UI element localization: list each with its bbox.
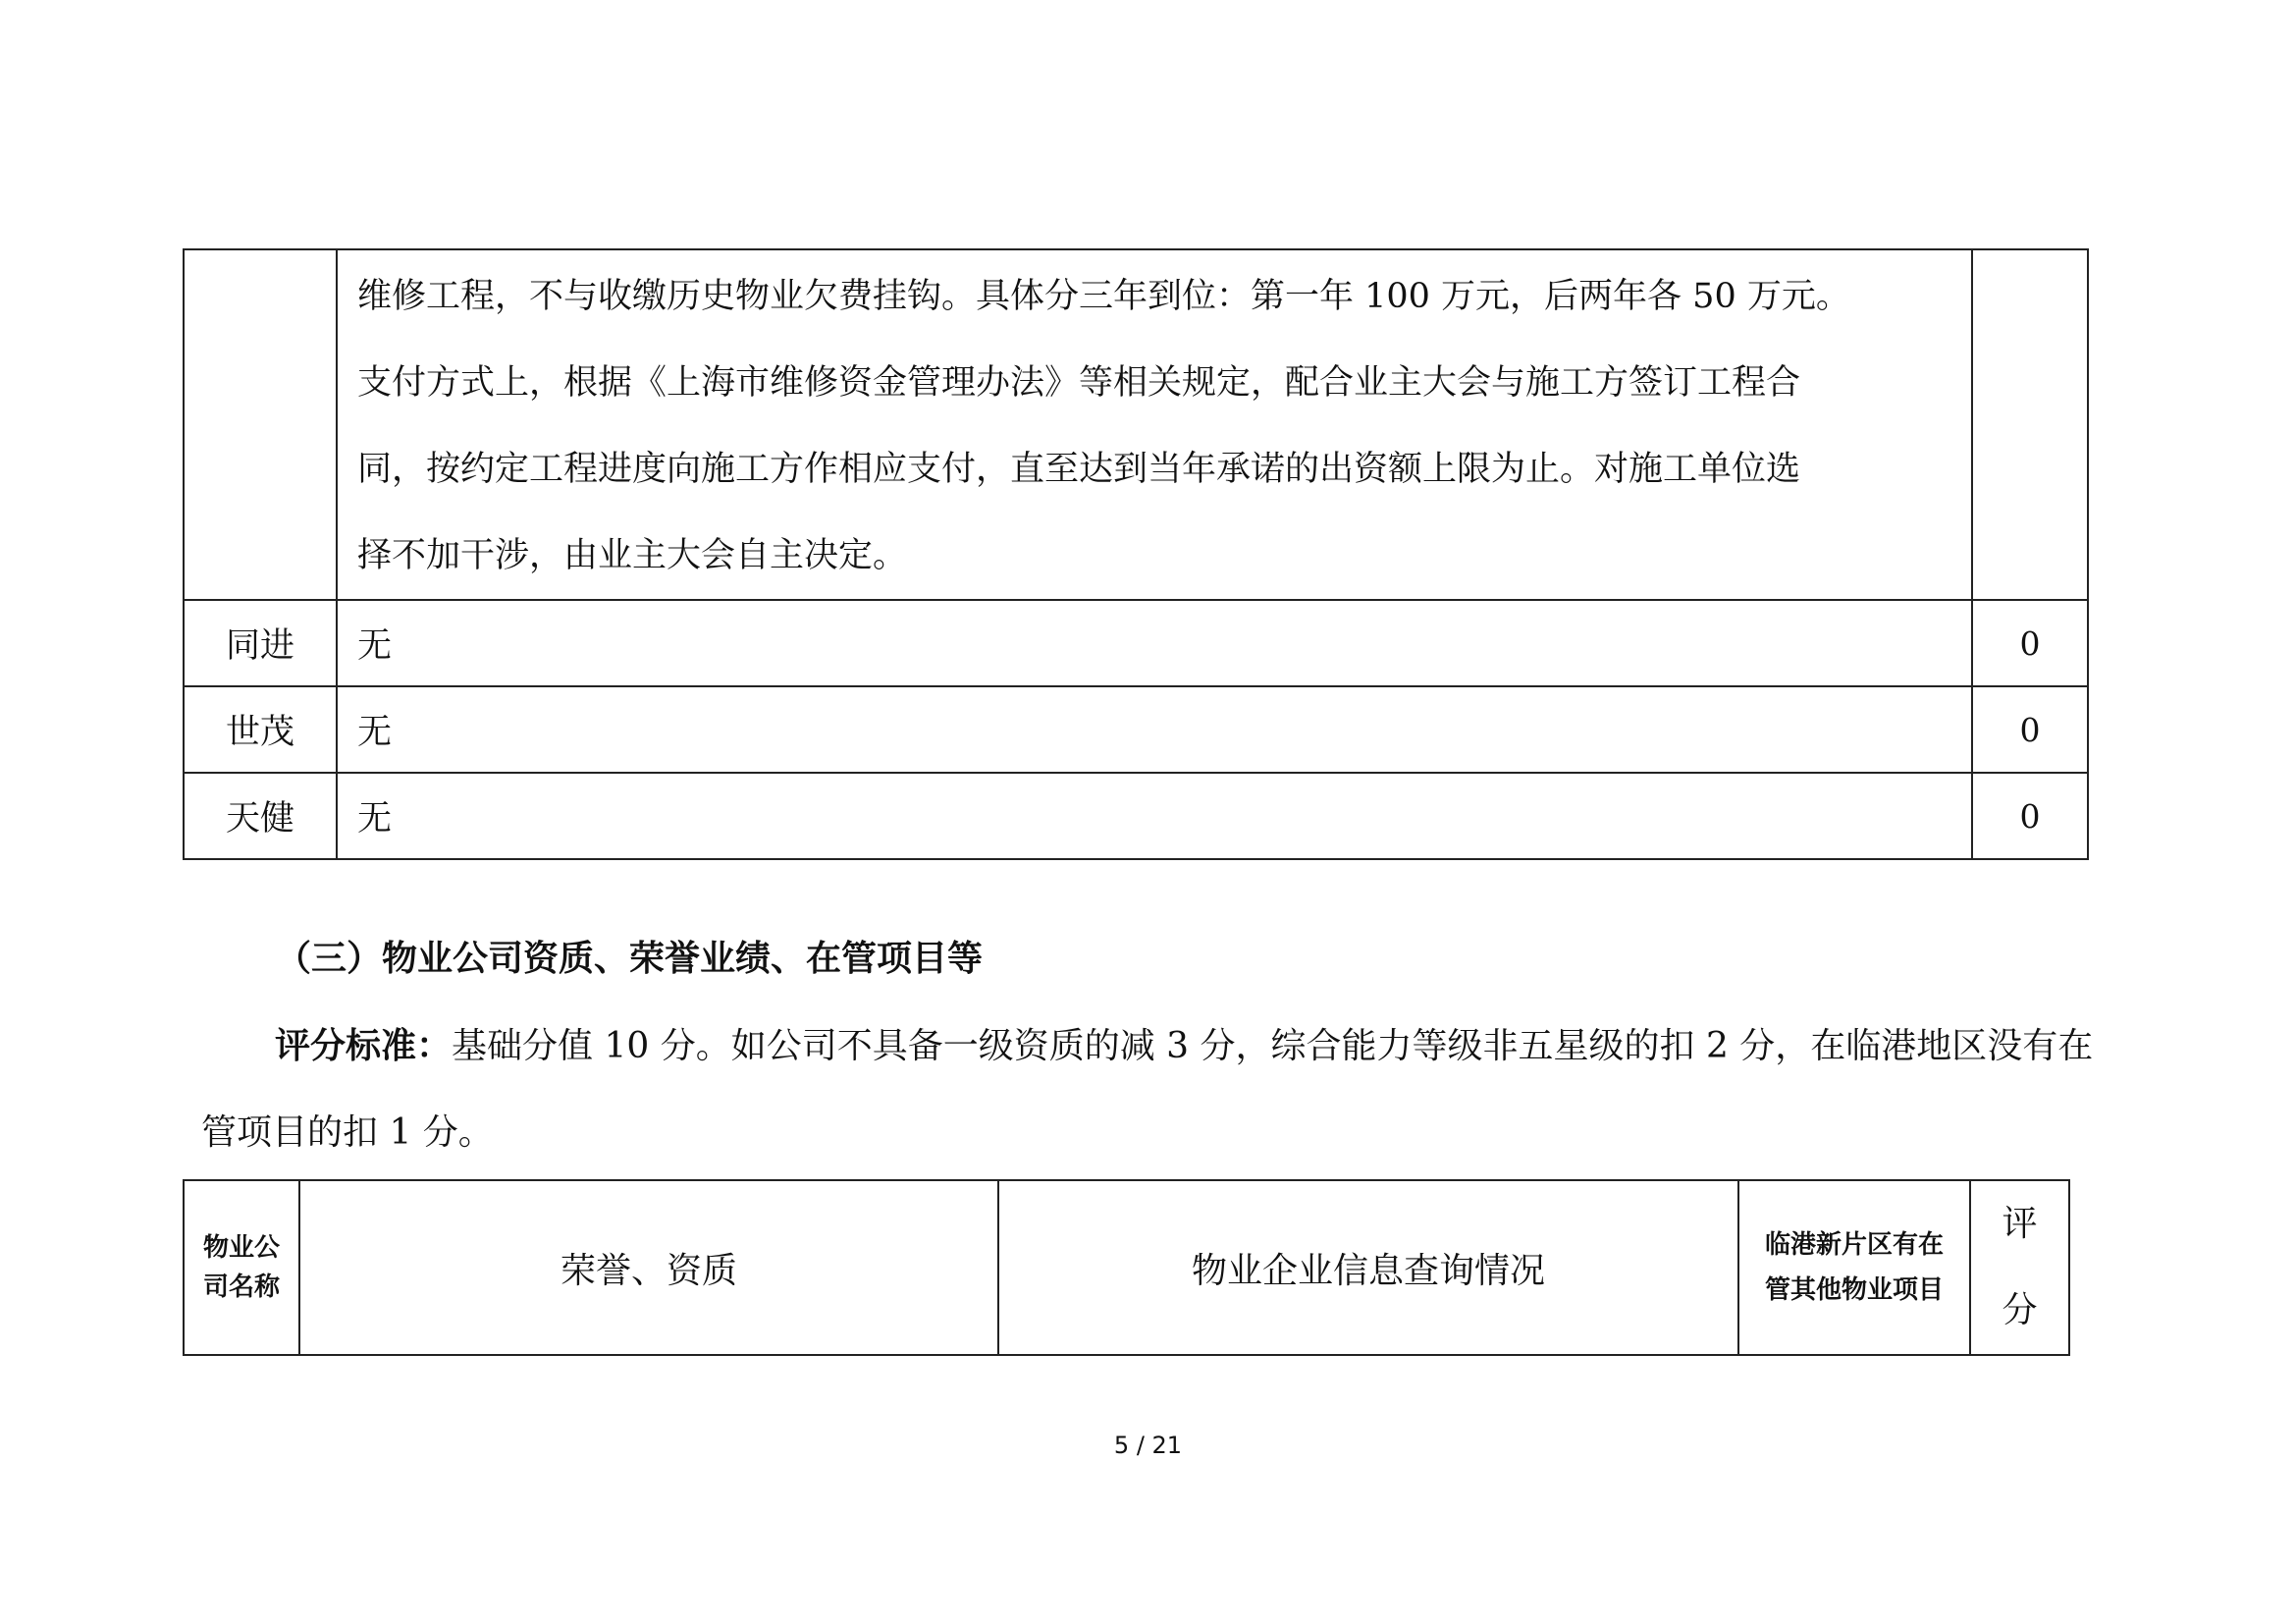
header-text: 管其他物业项目 [1764,1275,1944,1305]
table-header-row [184,1180,2069,1355]
section-heading: （三）物业公司资质、荣誉业绩、在管项目等 [276,939,984,979]
description-cell: 无 [337,773,1972,859]
header-honors: 荣誉、资质 [299,1180,998,1355]
company-name-cell [184,249,337,600]
table-row [184,249,2088,600]
header-text: 物业公 [202,1233,280,1263]
description-line: 维修工程，不与收缴历史物业欠费挂钩。具体分三年到位：第一年 100 万元，后两年各 50 万元。 [357,277,1850,316]
description-cell [337,249,1972,600]
company-name-cell: 同进 [184,600,337,686]
score-cell: 0 [1972,773,2088,859]
score-cell: 0 [1972,686,2088,773]
header-text: 临港新片区有在 [1764,1230,1944,1260]
description-cell: 无 [337,686,1972,773]
table-row [184,773,2088,859]
qualification-table [183,1179,2070,1356]
header-score [1970,1180,2069,1355]
description-line: 支付方式上，根据《上海市维修资金管理办法》等相关规定，配合业主大会与施工方签订工程合 [357,363,1801,403]
scoring-table-continued [183,248,2089,860]
header-text: 司名称 [202,1272,280,1302]
table-row [184,600,2088,686]
scoring-criteria [201,1003,2115,1176]
criteria-text: 基础分值 10 分。如公司不具备一级资质的减 3 分，综合能力等级非五星级的扣 2 分，在临港地区没有在管项目的扣 1 分。 [201,1026,2094,1153]
criteria-label: 评分标准： [275,1026,453,1066]
header-other-projects [1738,1180,1970,1355]
company-name-cell: 世茂 [184,686,337,773]
company-name-cell: 天健 [184,773,337,859]
description-cell: 无 [337,600,1972,686]
header-info-query: 物业企业信息查询情况 [998,1180,1738,1355]
score-cell: 0 [1972,600,2088,686]
header-company-name [184,1180,299,1355]
description-line: 择不加干涉，由业主大会自主决定。 [357,536,908,575]
score-cell [1972,249,2088,600]
header-text: 分 [2002,1290,2038,1330]
header-text: 评 [2002,1204,2038,1244]
table-row [184,686,2088,773]
page-number: 5 / 21 [1113,1432,1183,1459]
description-line: 同，按约定工程进度向施工方作相应支付，直至达到当年承诺的出资额上限为止。对施工单位选 [357,450,1801,489]
